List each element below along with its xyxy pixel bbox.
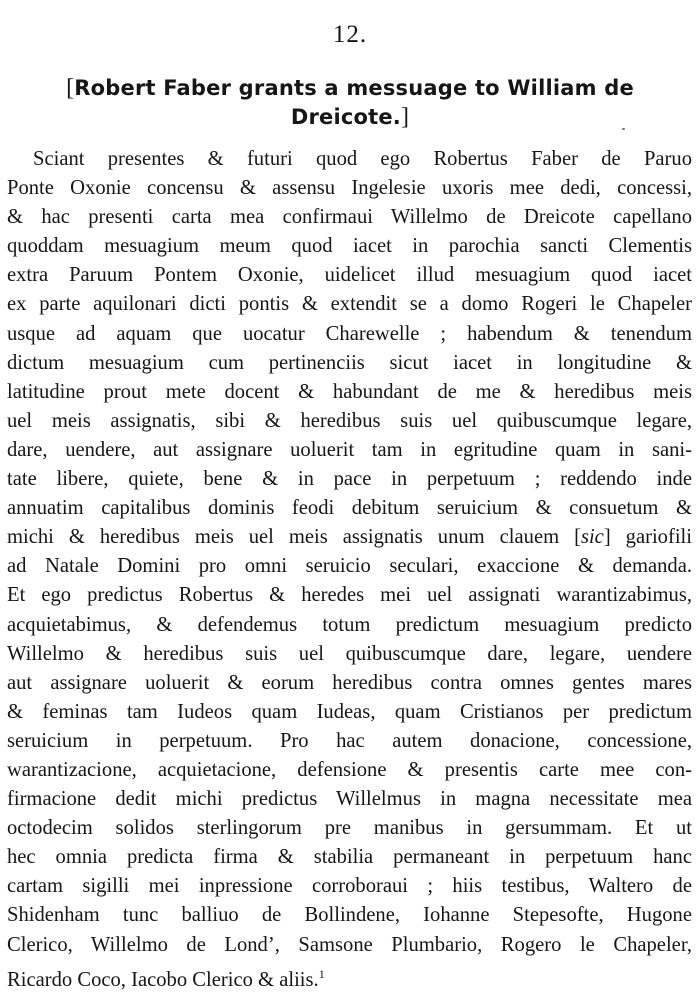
text-line-26: cartam sigilli mei inpressione corroboraui ; hiis testibus, Waltero de — [7, 875, 692, 898]
text-line-17: acquietabimus, & defendemus totum predictum mesuagium predicto — [7, 613, 692, 636]
text-line-12: tate libere, quiete, bene & in pace in perpetuum ; reddendo inde — [7, 468, 692, 491]
text-line-2: Ponte Oxonie concensu & assensu Ingelesie uxoris mee dedi, concessi, — [7, 177, 692, 200]
text-line-27: Shidenham tunc balliuo de Bollindene, Iohanne Stepesofte, Hugone — [7, 904, 692, 927]
text-line-3: & hac presenti carta mea confirmaui Willelmo de Dreicote capellano — [7, 206, 692, 229]
sic-line-before: michi & heredibus meis uel meis assignatis unum clauem — [7, 526, 575, 549]
title-bracket-close: ] — [400, 104, 410, 130]
text-line-19: aut assignare uoluerit & eorum heredibus contra omnes gentes mares — [7, 671, 692, 694]
sic-marker: sic — [580, 526, 604, 549]
text-line-18: Willelmo & heredibus suis uel quibuscumque dare, legare, uendere — [7, 642, 692, 665]
sic-line-after: gariofili — [610, 526, 692, 549]
text-line-13: annuatim capitalibus dominis feodi debitum seruicium & consuetum & — [7, 497, 692, 520]
text-line-6: ex parte aquilonari dicti pontis & extendit se a domo Rogeri le Chapeler — [7, 293, 692, 316]
title-line-1: Robert Faber grants a messuage to William de — [74, 76, 634, 100]
text-line-8: dictum mesuagium cum pertinenciis sicut iacet in longitudine & — [7, 351, 692, 374]
text-line-14 — [7, 523, 692, 552]
document-title — [40, 74, 660, 132]
text-line-15: ad Natale Domini pro omni seruicio seculari, exaccione & demanda. — [7, 555, 692, 578]
text-line-11: dare, uendere, aut assignare uoluerit tam in egritudine quam in sani- — [7, 438, 692, 461]
sic-bracket-open: [ — [574, 526, 581, 549]
text-line-5: extra Paruum Pontem Oxonie, uidelicet illud mesuagium quod iacet — [7, 264, 692, 287]
text-line-20: & feminas tam Iudeos quam Iudeas, quam Cristianos per predictum — [7, 700, 692, 723]
title-bracket-open: [ — [66, 75, 75, 101]
text-line-9: latitudine prout mete docent & habundant de me & heredibus meis — [7, 380, 692, 403]
text-line-28: Clerico, Willelmo de Lond’, Samsone Plumbario, Rogero le Chapeler, — [7, 933, 692, 956]
title-line-2: Dreicote. — [290, 105, 401, 129]
document-number: 12. — [332, 21, 368, 48]
sic-bracket-close: ] — [603, 526, 611, 549]
text-line-16: Et ego predictus Robertus & heredes mei uel assignati warantizabimus, — [7, 584, 692, 607]
text-line-22: warantizacione, acquietacione, defensione & presentis carte mee con- — [7, 758, 692, 781]
text-line-24: octodecim solidos sterlingorum pre manibus in gersummam. Et ut — [7, 817, 692, 840]
text-line-29 — [7, 960, 692, 989]
text-line-25: hec omnia predicta firma & stabilia permaneant in perpetuum hanc — [7, 846, 692, 869]
charter-text — [7, 145, 692, 989]
text-line-1: Sciant presentes & futuri quod ego Robertus Faber de Paruo — [33, 148, 692, 170]
text-line-10: uel meis assignatis, sibi & heredibus suis uel quibuscumque legare, — [7, 409, 692, 432]
print-speck — [622, 128, 625, 130]
text-line-4: quoddam mesuagium meum quod iacet in parochia sancti Clementis — [7, 235, 692, 258]
final-line-text: Ricardo Coco, Iacobo Clerico & aliis. — [7, 968, 319, 991]
text-line-21: seruicium in perpetuum. Pro hac autem donacione, concessione, — [7, 729, 692, 752]
footnote-marker: 1 — [318, 966, 325, 981]
text-line-7: usque ad aquam que uocatur Charewelle ; habendum & tenendum — [7, 322, 692, 345]
text-line-23: firmacione dedit michi predictus Willelmus in magna necessitate mea — [7, 788, 692, 811]
